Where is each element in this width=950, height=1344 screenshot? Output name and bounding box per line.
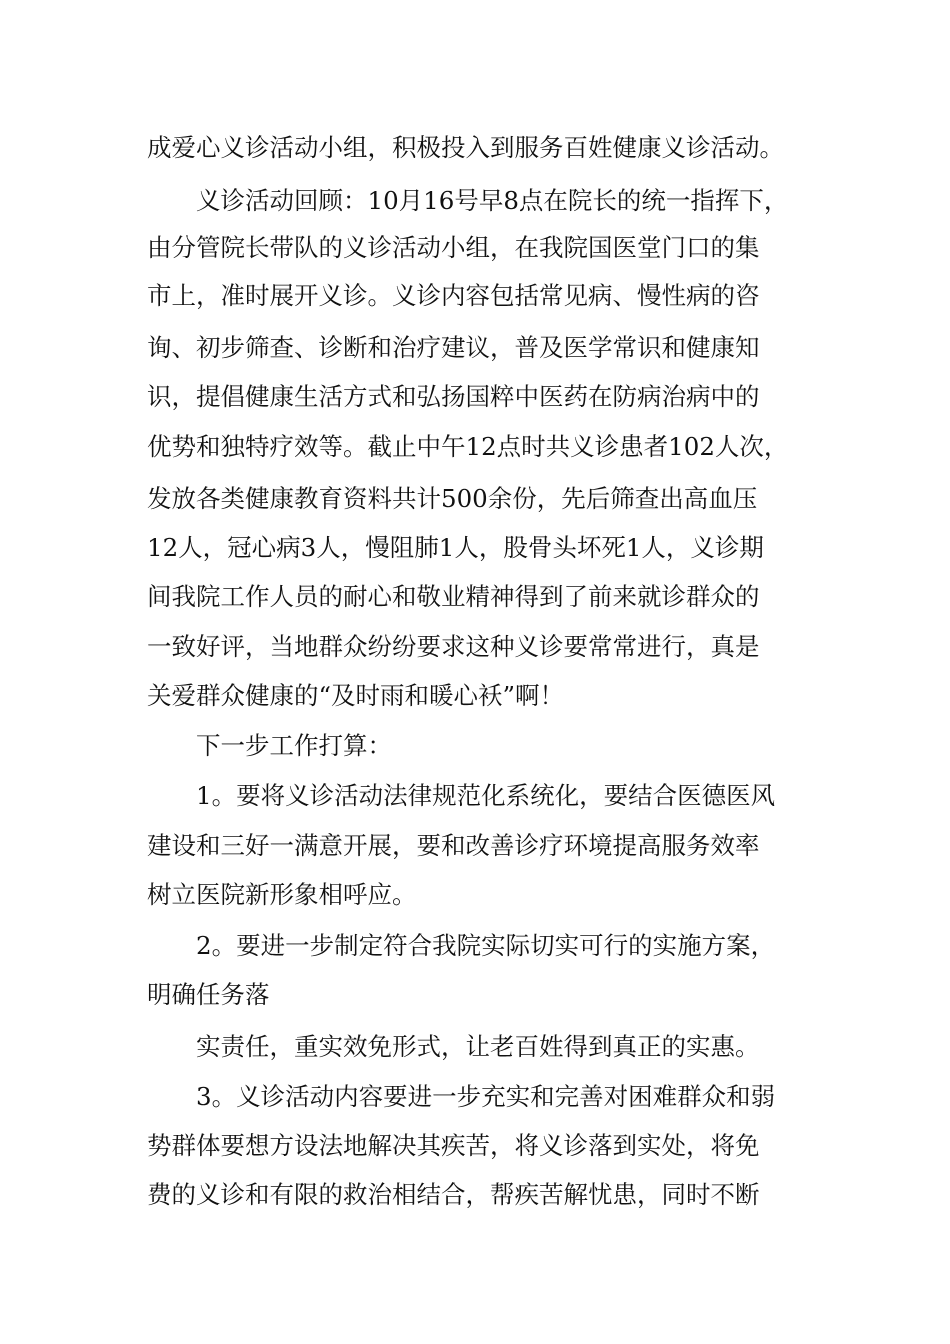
paragraph-line: 由分管院长带队的义诊活动小组，在我院国医堂门口的集 xyxy=(147,233,760,262)
paragraph-line: 树立医院新形象相呼应。 xyxy=(147,880,417,909)
paragraph-line: 优势和独特疗效等。截止中午12点时共义诊患者102人次， xyxy=(147,432,789,461)
paragraph-line: 1。要将义诊活动法律规范化系统化，要结合医德医风 xyxy=(196,781,776,810)
paragraph-line: 发放各类健康教育资料共计500余份，先后筛查出高血压 xyxy=(147,484,758,513)
paragraph-line: 成爱心义诊活动小组，积极投入到服务百姓健康义诊活动。 xyxy=(147,133,784,162)
paragraph-line: 市上，准时展开义诊。义诊内容包括常见病、慢性病的咨 xyxy=(147,281,760,310)
paragraph-line: 势群体要想方设法地解决其疾苦，将义诊落到实处，将免 xyxy=(147,1131,760,1160)
section-heading: 下一步工作打算： xyxy=(196,731,392,760)
paragraph-line: 3。义诊活动内容要进一步充实和完善对困难群众和弱 xyxy=(196,1082,776,1111)
paragraph-line: 明确任务落 xyxy=(147,980,270,1009)
paragraph-line: 2。要进一步制定符合我院实际切实可行的实施方案， xyxy=(196,931,776,960)
paragraph-line: 费的义诊和有限的救治相结合，帮疾苦解忧患，同时不断 xyxy=(147,1180,760,1209)
paragraph-line: 关爱群众健康的“及时雨和暖心袄”啊！ xyxy=(147,681,565,710)
paragraph-line: 实责任，重实效免形式，让老百姓得到真正的实惠。 xyxy=(196,1032,760,1061)
paragraph-line: 识，提倡健康生活方式和弘扬国粹中医药在防病治病中的 xyxy=(147,382,760,411)
paragraph-line: 建设和三好一满意开展，要和改善诊疗环境提高服务效率 xyxy=(147,831,760,860)
paragraph-line: 12人，冠心病3人，慢阻肺1人，股骨头坏死1人，义诊期 xyxy=(147,533,764,562)
paragraph-line: 间我院工作人员的耐心和敬业精神得到了前来就诊群众的 xyxy=(147,582,760,611)
paragraph-line: 义诊活动回顾：10月16号早8点在院长的统一指挥下， xyxy=(196,186,789,215)
paragraph-line: 一致好评，当地群众纷纷要求这种义诊要常常进行，真是 xyxy=(147,632,760,661)
paragraph-line: 询、初步筛查、诊断和治疗建议，普及医学常识和健康知 xyxy=(147,333,760,362)
